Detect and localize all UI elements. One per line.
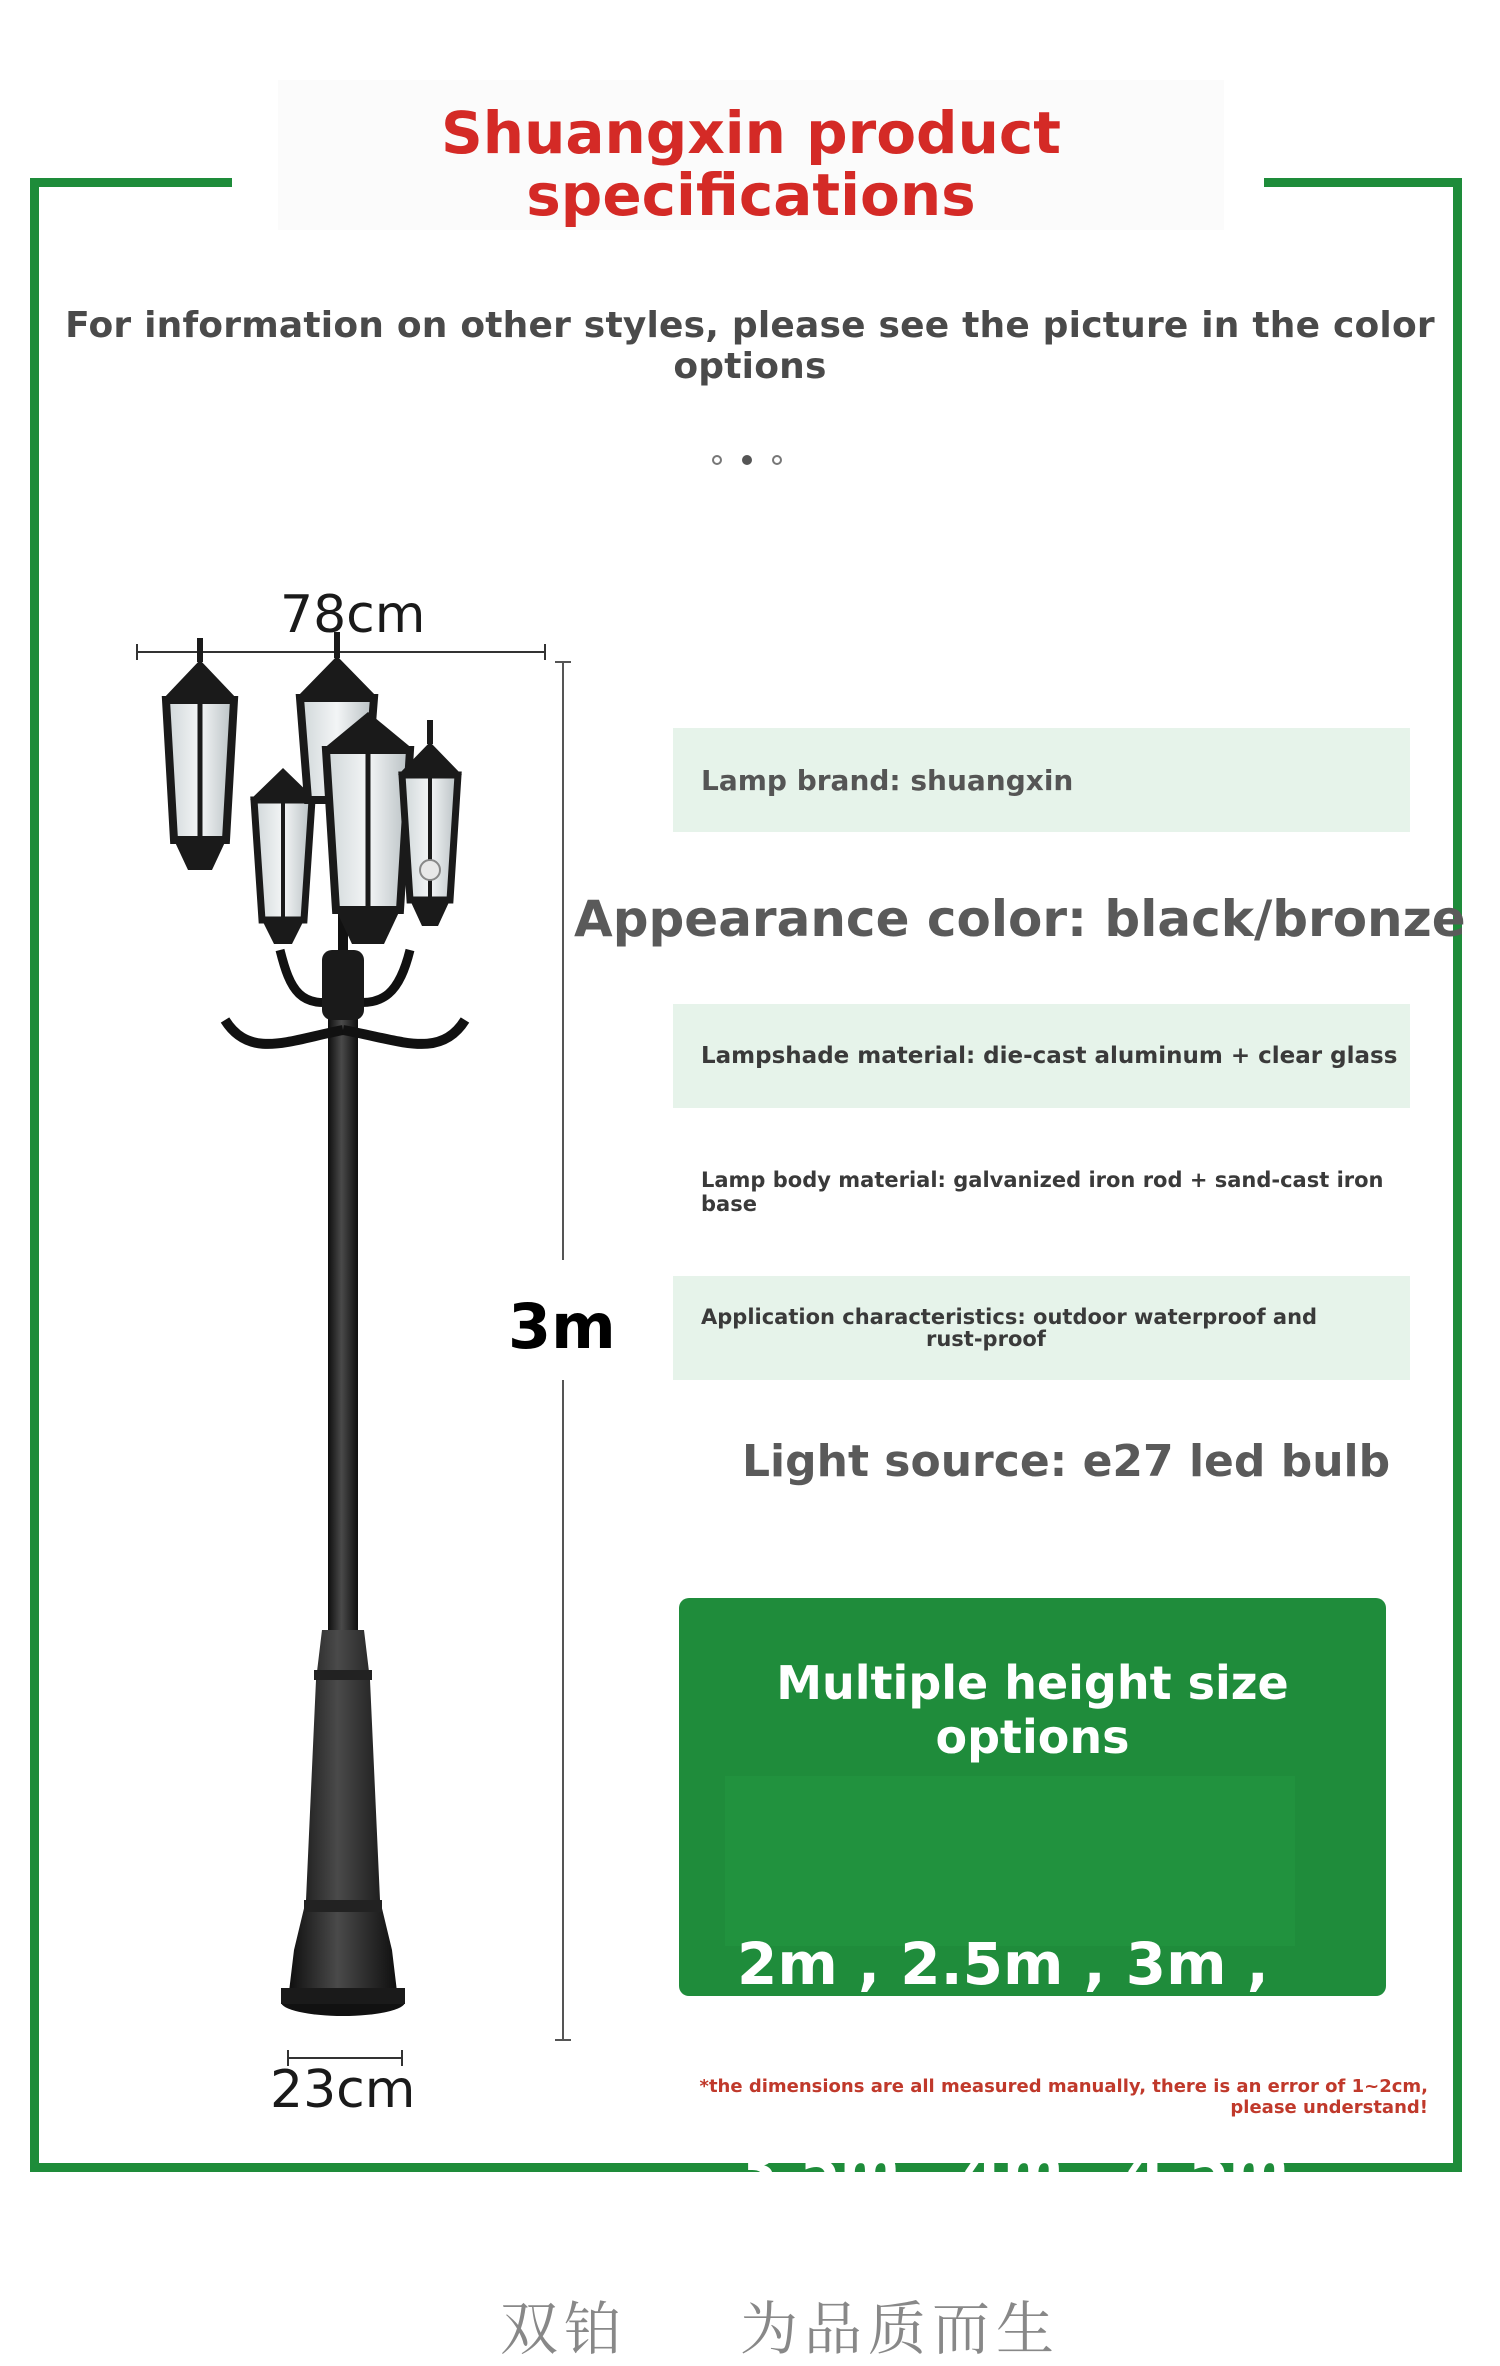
height-options-line-2: 3.5m , 4m , 4.5m , xyxy=(737,2134,1332,2202)
title-box xyxy=(278,80,1224,230)
title-line-2: specifications xyxy=(526,161,976,229)
bottom-text-left: 双铂 xyxy=(500,2295,629,2363)
height-options-values xyxy=(737,1794,1331,2338)
spec-application-line-1: Application characteristics: outdoor waterproof and xyxy=(701,1305,1318,1329)
title-line-1: Shuangxin product xyxy=(441,99,1061,167)
spec-lampshade: Lampshade material: die-cast aluminum + clear glass xyxy=(673,1004,1410,1108)
height-options-title: Multiple height size options xyxy=(776,1656,1289,1764)
width-dimension-label: 78cm xyxy=(280,585,426,645)
height-options-line-1: 2m , 2.5m , 3m , xyxy=(737,1930,1269,1998)
base-dimension-label: 23cm xyxy=(270,2060,416,2120)
spec-application-line-2: rust-proof xyxy=(926,1327,1046,1351)
frame-top-right-segment xyxy=(1264,178,1462,187)
spec-application xyxy=(673,1276,1410,1380)
carousel-dot-1[interactable] xyxy=(712,455,722,465)
measurement-note: *the dimensions are all measured manually, there is an error of 1~2cm, please understand! xyxy=(699,2076,1428,2118)
frame-top-left-segment xyxy=(30,178,232,187)
height-dimension-label: 3m xyxy=(508,1290,616,1363)
bottom-text-right: 为品质而生 xyxy=(740,2295,1061,2363)
subtitle: For information on other styles, please see the picture in the color options xyxy=(65,305,1435,387)
spec-brand: Lamp brand: shuangxin xyxy=(673,728,1410,832)
carousel-dot-3[interactable] xyxy=(772,455,782,465)
carousel-dot-2[interactable] xyxy=(742,455,752,465)
spec-color: Appearance color: black/bronze xyxy=(574,890,1466,948)
spec-body: Lamp body material: galvanized iron rod + sand-cast iron base xyxy=(673,1140,1410,1244)
page-title xyxy=(278,99,1224,229)
spec-light-source: Light source: e27 led bulb xyxy=(742,1436,1391,1487)
carousel-dots[interactable] xyxy=(712,455,792,471)
